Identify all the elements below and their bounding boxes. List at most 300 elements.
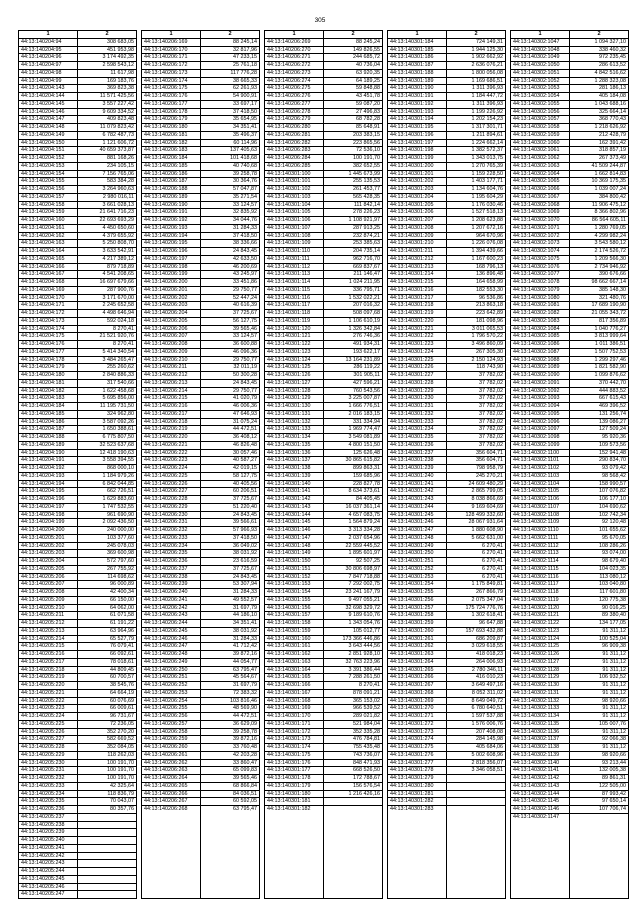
cadastral-number-cell: 44:13:140302:1047 (511, 39, 569, 47)
value-cell: 31 284,33 (201, 636, 259, 644)
cadastral-number-cell: 44:13:140204:184 (19, 403, 77, 411)
cadastral-number-cell: 44:13:140302:1099 (511, 442, 569, 450)
cadastral-number-cell: 44:13:140301:248 (388, 535, 446, 543)
cadastral-number-cell: 44:13:140302:1116 (511, 574, 569, 582)
cadastral-number-cell: 44:13:140301:236 (388, 442, 446, 450)
value-cell: 64 062,00 (78, 605, 136, 613)
cadastral-number-cell: 44:13:140205:229 (19, 752, 77, 760)
cadastral-number-cell: 44:13:140206:209 (142, 349, 200, 357)
cadastral-number-cell: 44:13:140206:202 (142, 295, 200, 303)
value-cell: 91 311,12 (570, 744, 628, 752)
value-cell: 3 813 999,64 (570, 333, 628, 341)
value-cell: 47 646,93 (201, 411, 259, 419)
cadastral-number-cell: 44:13:140301:189 (388, 78, 446, 86)
value-cell: 46 006,36 (201, 403, 259, 411)
value-cell: 2 851 928,10 (324, 651, 382, 659)
cadastral-number-cell: 44:13:140301:179 (265, 783, 323, 791)
value-cell: 1 796 570,22 (447, 333, 505, 341)
value-cell: 102 742,34 (570, 512, 628, 520)
value-cell: 39 565,46 (201, 775, 259, 783)
value-cell: 416 010,23 (447, 674, 505, 682)
value-cell: 175 724 776,76 (447, 605, 505, 613)
value-cell: 1 507 752,53 (570, 349, 628, 357)
id-column (511, 31, 570, 898)
cadastral-number-cell: 44:13:140206:268 (144, 806, 188, 812)
cadastral-number-cell: 44:13:140206:174 (142, 78, 200, 86)
cadastral-number-cell: 44:13:140206:224 (142, 465, 200, 473)
cadastral-number-cell: 44:13:140206:251 (142, 674, 200, 682)
cadastral-number-cell: 44:13:140302:1117 (511, 581, 569, 589)
value-cell: 8 366 802,96 (570, 209, 628, 217)
value-cell: 53 307,94 (201, 581, 259, 589)
cadastral-number-cell: 44:13:140206:238 (142, 574, 200, 582)
value-cell: 848 471,93 (324, 760, 382, 768)
cadastral-number-cell: 44:13:140302:1140 (511, 760, 569, 768)
cadastral-number-cell: 44:13:140301:143 (265, 504, 323, 512)
cadastral-number-cell: 44:13:140301:220 (388, 318, 446, 326)
cadastral-number-cell: 44:13:140301:157 (265, 612, 323, 620)
cadastral-number-cell: 44:13:140206:261 (142, 752, 200, 760)
value-cell: 9 609 334,52 (78, 109, 136, 117)
value-cell: 2 636 076,21 (447, 62, 505, 70)
value-cell: 32 011,19 (201, 364, 259, 372)
cadastral-number-cell: 44:13:140206:233 (142, 535, 200, 543)
value-cell: 1 532 022,21 (324, 295, 382, 303)
cadastral-number-cell: 44:13:140302:1133 (511, 705, 569, 713)
cadastral-number-cell: 44:13:140206:175 (142, 85, 200, 93)
value-cell: 1 216 426,16 (324, 791, 382, 799)
value-cell: 85 648,91 (324, 124, 382, 132)
cadastral-number-cell: 44:13:140302:1121 (511, 612, 569, 620)
cadastral-number-cell: 44:13:140301:258 (388, 612, 446, 620)
cadastral-number-cell: 44:13:140206:201 (142, 287, 200, 295)
value-cell: 68 866,84 (201, 783, 259, 791)
value-cell: 264 006,93 (447, 659, 505, 667)
value-cell: 37 782,02 (447, 403, 505, 411)
cadastral-number-cell: 44:13:140302:1122 (511, 620, 569, 628)
cadastral-number-cell: 44:13:140301:144 (265, 512, 323, 520)
value-cell: 3 557 227,42 (78, 101, 136, 109)
value-cell: 37 782,02 (447, 419, 505, 427)
cadastral-number-cell: 44:13:140206:200 (142, 279, 200, 287)
cadastral-number-cell: 44:13:140301:252 (388, 566, 446, 574)
cadastral-number-cell: 44:13:140301:194 (388, 116, 446, 124)
cadastral-table (18, 30, 629, 899)
cadastral-number-cell: 44:13:140301:246 (388, 519, 446, 527)
value-cell: 66 009,61 (78, 705, 136, 713)
value-cell: 390 676,66 (570, 271, 628, 279)
cadastral-number-cell: 44:13:140204:150 (19, 140, 77, 148)
value-cell: 3 174 492,35 (78, 54, 136, 62)
value-cell: 261 453,77 (324, 186, 382, 194)
id-column-header: 1 (511, 31, 569, 39)
value-cell: 11 617,98 (78, 70, 136, 78)
id-column (265, 31, 324, 898)
cadastral-number-cell: 44:13:140204:99 (19, 78, 77, 86)
cadastral-number-cell: 44:13:140204:159 (19, 209, 77, 217)
cadastral-number-cell: 44:13:140206:217 (142, 411, 200, 419)
value-column (324, 31, 382, 898)
value-cell: 60 206,51 (201, 488, 259, 496)
cadastral-number-cell: 44:13:140206:218 (142, 419, 200, 427)
cadastral-number-cell: 44:13:140205:235 (19, 798, 77, 806)
value-cell: 962 716,70 (324, 256, 382, 264)
cadastral-number-cell: 44:13:140206:254 (142, 698, 200, 706)
value-cell: 39 258,78 (201, 171, 259, 179)
cadastral-number-cell: 44:13:140205:206 (19, 574, 77, 582)
value-cell: 223 865,56 (324, 140, 382, 148)
value-cell: 325 664,14 (570, 109, 628, 117)
value-cell: 40 405,56 (201, 481, 259, 489)
cadastral-number-cell: 44:13:140301:181 (265, 798, 323, 806)
value-cell: 118 836,79 (78, 791, 136, 799)
cadastral-number-cell: 44:13:140204:149 (19, 132, 77, 140)
cadastral-number-cell: 44:13:140302:1072 (511, 233, 569, 241)
value-cell: 46 200,69 (201, 264, 259, 272)
cadastral-number-cell: 44:13:140206:182 (142, 140, 200, 148)
value-cell: 30 364,76 (201, 178, 259, 186)
cadastral-number-cell: 44:13:140301:280 (388, 783, 446, 791)
value-cell: 37 782,02 (447, 372, 505, 380)
cadastral-number-cell: 44:13:140302:1141 (511, 767, 569, 775)
cadastral-number-cell: 44:13:140302:1078 (511, 279, 569, 287)
value-cell: 61 191,22 (78, 620, 136, 628)
value-cell: 336 795,71 (324, 287, 382, 295)
value-cell: 4 299 982,24 (570, 233, 628, 241)
value-cell: 11 195 731,50 (78, 403, 136, 411)
cadastral-number-cell: 44:13:140204:180 (19, 372, 77, 380)
cadastral-number-cell: 44:13:140302:1146 (511, 806, 569, 814)
value-cell: 63 795,47 (233, 806, 257, 812)
value-cell: 44 054,77 (201, 659, 259, 667)
cadastral-number-cell: 44:13:140205:219 (19, 674, 77, 682)
cadastral-number-cell: 44:13:140301:235 (388, 434, 446, 442)
cadastral-number-cell: 44:13:140302:1086 (511, 341, 569, 349)
value-cell: 6 270,41 (447, 550, 505, 558)
cadastral-number-cell: 44:13:140206:197 (142, 256, 200, 264)
cadastral-number-cell: 44:13:140301:142 (265, 496, 323, 504)
value-cell: 42 019,15 (201, 465, 259, 473)
value-cell: 29 750,77 (201, 388, 259, 396)
cadastral-number-cell: 44:13:140301:111 (265, 256, 323, 264)
value-cell: 37 782,02 (447, 434, 505, 442)
value-cell: 91 311,12 (570, 659, 628, 667)
value-cell: 1 195 604,29 (447, 194, 505, 202)
cadastral-number-cell: 44:13:140205:241 (19, 845, 77, 853)
cadastral-number-cell: 44:13:140301:158 (265, 620, 323, 628)
value-cell: 8 634 373,61 (324, 488, 382, 496)
cadastral-number-cell: 44:13:140204:182 (19, 388, 77, 396)
value-cell: 106 177,10 (570, 496, 628, 504)
cadastral-number-cell: 44:13:140302:1063 (511, 163, 569, 171)
cadastral-number-cell: 44:13:140301:148 (265, 543, 323, 551)
value-cell: 37 725,67 (201, 310, 259, 318)
cadastral-number-cell: 44:13:140206:263 (142, 767, 200, 775)
value-cell: 5 002 608,96 (447, 752, 505, 760)
cadastral-number-cell: 44:13:140302:1081 (511, 302, 569, 310)
cadastral-number-cell: 44:13:140206:189 (142, 194, 200, 202)
cadastral-number-cell: 44:13:140301:263 (388, 651, 446, 659)
value-cell: 37 782,02 (447, 442, 505, 450)
value-cell: 8 649 049,72 (447, 698, 505, 706)
value-cell: 1 167 600,23 (447, 256, 505, 264)
value-cell: 317 540,66 (78, 380, 136, 388)
value-cell: 173 366 446,86 (324, 636, 382, 644)
cadastral-number-cell: 44:13:140301:125 (265, 364, 323, 372)
cadastral-number-cell: 44:13:140204:172 (19, 310, 77, 318)
cadastral-number-cell: 44:13:140204:183 (19, 395, 77, 403)
cadastral-number-cell: 44:13:140301:109 (265, 240, 323, 248)
value-cell: 9 189 610,76 (324, 612, 382, 620)
value-cell: 1 224 662,14 (447, 140, 505, 148)
cadastral-number-cell: 44:13:140205:221 (19, 690, 77, 698)
cadastral-number-cell: 44:13:140301:256 (388, 597, 446, 605)
value-cell: 43 245,97 (201, 271, 259, 279)
value-cell: 370 442,70 (570, 380, 628, 388)
value-cell: 245 270,21 (447, 473, 505, 481)
cadastral-number-cell: 44:13:140302:1070 (511, 217, 569, 225)
cadastral-number-cell: 44:13:140301:122 (265, 341, 323, 349)
value-column (570, 31, 628, 898)
cadastral-number-cell: 44:13:140301:128 (265, 388, 323, 396)
value-cell: 39 565,46 (201, 326, 259, 334)
value-cell: 64 189,25 (324, 78, 382, 86)
cadastral-number-cell: 44:13:140301:200 (388, 163, 446, 171)
value-cell (78, 837, 136, 845)
cadastral-number-cell: 44:13:140206:221 (142, 442, 200, 450)
cadastral-number-cell: 44:13:140302:1147 (513, 813, 560, 820)
cadastral-number-cell: 44:13:140301:272 (388, 721, 446, 729)
cadastral-number-cell: 44:13:140204:187 (19, 426, 77, 434)
value-cell: 36 629,09 (201, 721, 259, 729)
cadastral-number-cell: 44:13:140302:1051 (511, 70, 569, 78)
cadastral-number-cell: 44:13:140302:1091 (511, 380, 569, 388)
cadastral-number-cell: 44:13:140301:234 (388, 426, 446, 434)
cadastral-number-cell: 44:13:140206:215 (142, 395, 200, 403)
cadastral-number-cell: 44:13:140206:169 (142, 39, 200, 47)
value-cell: 32 698 329,72 (324, 605, 382, 613)
cadastral-number-cell: 44:13:140205:222 (19, 698, 77, 706)
cadastral-number-cell: 44:13:140301:283 (390, 806, 434, 812)
cadastral-number-cell: 44:13:140204:191 (19, 457, 77, 465)
cadastral-number-cell: 44:13:140206:245 (142, 628, 200, 636)
value-cell: 2 016 183,15 (324, 411, 382, 419)
value-cell: 37 418,50 (201, 233, 259, 241)
cadastral-number-cell: 44:13:140301:156 (265, 605, 323, 613)
value-cell: 1 650 388,61 (78, 426, 136, 434)
cadastral-number-cell: 44:13:140301:224 (388, 349, 446, 357)
cadastral-number-cell: 44:13:140204:167 (19, 271, 77, 279)
value-cell: 2 780 346,11 (447, 667, 505, 675)
cadastral-number-cell: 44:13:140301:273 (388, 729, 446, 737)
cadastral-number-cell: 44:13:140302:1089 (511, 364, 569, 372)
cadastral-number-cell: 44:13:140302:1076 (511, 264, 569, 272)
cadastral-number-cell: 44:13:140205:245 (19, 876, 77, 884)
cadastral-number-cell: 44:13:140301:112 (265, 264, 323, 272)
cadastral-number-cell: 44:13:140204:171 (19, 302, 77, 310)
value-cell: 1 024 211,95 (324, 279, 382, 287)
value-cell: 113 080,12 (570, 574, 628, 582)
cadastral-number-cell: 44:13:140301:253 (388, 574, 446, 582)
cadastral-number-cell: 44:13:140302:1118 (511, 589, 569, 597)
value-cell: 164 658,99 (447, 279, 505, 287)
cadastral-number-cell: 44:13:140302:1119 (511, 597, 569, 605)
value-cell: 37 782,02 (447, 411, 505, 419)
cadastral-number-cell: 44:13:140206:258 (142, 729, 200, 737)
value-cell: 2 734 946,92 (570, 264, 628, 272)
cadastral-number-cell: 44:13:140301:243 (388, 496, 446, 504)
cadastral-number-cell: 44:13:140301:187 (388, 62, 446, 70)
cadastral-number-cell: 44:13:140204:153 (19, 163, 77, 171)
cadastral-number-cell: 44:13:140206:186 (142, 171, 200, 179)
value-cell: 33 451,86 (201, 279, 259, 287)
cadastral-number-cell: 44:13:140206:235 (142, 550, 200, 558)
cadastral-number-cell: 44:13:140301:139 (265, 473, 323, 481)
value-cell: 1 040 776,27 (570, 326, 628, 334)
value-cell: 1 666 776,51 (324, 403, 382, 411)
value-cell: 1 039 007,24 (570, 186, 628, 194)
value-cell: 30 806 698,97 (324, 566, 382, 574)
cadastral-number-cell: 44:13:140301:192 (388, 101, 446, 109)
value-cell: 204 735,14 (324, 248, 382, 256)
cadastral-number-cell: 44:13:140301:223 (388, 341, 446, 349)
value-cell: 91 311,12 (570, 682, 628, 690)
cadastral-number-cell: 44:13:140301:277 (388, 760, 446, 768)
cadastral-number-cell: 44:13:140206:267 (142, 798, 200, 806)
value-cell: 68 782,28 (324, 116, 382, 124)
value-cell: 1 311 396,93 (447, 85, 505, 93)
value-cell: 24 843,45 (201, 512, 259, 520)
value-cell (78, 853, 136, 861)
value-cell: 3 633 542,91 (78, 248, 136, 256)
value-cell: 1 209 566,30 (570, 256, 628, 264)
value-cell: 21 521 920,76 (78, 333, 136, 341)
value-cell (78, 876, 136, 884)
cadastral-number-cell: 44:13:140301:191 (388, 93, 446, 101)
cadastral-number-cell: 44:13:140206:284 (265, 155, 323, 163)
value-cell: 255 135,53 (324, 178, 382, 186)
cadastral-number-cell: 44:13:140302:1054 (511, 93, 569, 101)
value-cell: 157 693 432,88 (447, 628, 505, 636)
value-cell: 228 827,78 (324, 481, 382, 489)
cadastral-number-cell: 44:13:140204:147 (19, 116, 77, 124)
value-cell: 356 604,71 (447, 450, 505, 458)
value-cell: 65 527,79 (78, 636, 136, 644)
value-cell: 39 258,78 (201, 729, 259, 737)
cadastral-number-cell: 44:13:140301:172 (265, 729, 323, 737)
value-cell: 879 718,89 (78, 264, 136, 272)
value-cell: 40 736,04 (324, 62, 382, 70)
cadastral-number-cell: 44:13:140301:222 (388, 333, 446, 341)
cadastral-number-cell: 44:13:140204:199 (19, 519, 77, 527)
value-cell: 1 576 006,76 (447, 721, 505, 729)
value-cell: 267 373,49 (570, 155, 628, 163)
cadastral-number-cell: 44:13:140206:274 (265, 78, 323, 86)
cadastral-number-cell: 44:13:140206:184 (142, 155, 200, 163)
cadastral-number-cell: 44:13:140302:1048 (511, 47, 569, 55)
table-block-1 (18, 30, 137, 899)
value-cell (324, 806, 382, 813)
value-cell: 8 270,41 (78, 326, 136, 334)
cadastral-number-cell: 44:13:140206:280 (265, 124, 323, 132)
cadastral-number-cell: 44:13:140302:1092 (511, 388, 569, 396)
value-cell: 1 527 518,13 (447, 209, 505, 217)
cadastral-number-cell: 44:13:140204:160 (19, 217, 77, 225)
value-cell: 1 880 608,90 (447, 527, 505, 535)
cadastral-number-cell: 44:13:140206:211 (142, 364, 200, 372)
cadastral-number-cell: 44:13:140206:248 (142, 651, 200, 659)
cadastral-number-cell: 44:13:140301:104 (265, 202, 323, 210)
cadastral-number-cell: 44:13:140205:210 (19, 605, 77, 613)
cadastral-number-cell: 44:13:140301:267 (388, 682, 446, 690)
cadastral-number-cell: 44:13:140206:183 (142, 147, 200, 155)
cadastral-number-cell: 44:13:140206:260 (142, 744, 200, 752)
value-cell: 44 472,51 (201, 426, 259, 434)
cadastral-number-cell: 44:13:140204:178 (19, 357, 77, 365)
cadastral-number-cell: 44:13:140204:195 (19, 488, 77, 496)
cadastral-number-cell: 44:13:140302:1111 (511, 535, 569, 543)
cadastral-number-cell: 44:13:140205:205 (19, 566, 77, 574)
value-cell: 817 356,89 (570, 318, 628, 326)
cadastral-number-cell: 44:13:140301:231 (388, 403, 446, 411)
value-cell: 29 750,77 (201, 287, 259, 295)
cadastral-number-cell: 44:13:140301:130 (265, 403, 323, 411)
value-cell: 724 149,31 (447, 39, 505, 47)
value-cell: 2 037 654,96 (324, 535, 382, 543)
value-cell: 117 601,80 (570, 589, 628, 597)
value-cell: 2 840 886,33 (78, 372, 136, 380)
cadastral-number-cell: 44:13:140301:268 (388, 690, 446, 698)
value-cell: 868 000,10 (78, 465, 136, 473)
cadastral-number-cell: 44:13:140301:135 (265, 442, 323, 450)
value-cell: 1 270 765,39 (447, 163, 505, 171)
cadastral-number-cell: 44:13:140204:190 (19, 450, 77, 458)
value-cell: 56 127,75 (201, 318, 259, 326)
value-cell: 203 383,15 (324, 132, 382, 140)
cadastral-number-cell: 44:13:140302:1088 (511, 357, 569, 365)
cadastral-number-cell: 44:13:140302:1128 (511, 667, 569, 675)
value-cell: 66 150,00 (78, 597, 136, 605)
cadastral-number-cell: 44:13:140301:114 (265, 279, 323, 287)
value-cell: 34 351,41 (201, 124, 259, 132)
value-cell: 36 408,12 (201, 434, 259, 442)
cadastral-number-cell: 44:13:140205:214 (19, 636, 77, 644)
value-cell: 91 311,12 (570, 705, 628, 713)
value-cell: 8 038 866,69 (447, 496, 505, 504)
value-cell: 1 218 626,92 (570, 124, 628, 132)
value-cell (447, 806, 505, 813)
cadastral-number-cell: 44:13:140204:156 (19, 186, 77, 194)
value-cell: 136 896,48 (447, 271, 505, 279)
value-cell: 289 021,82 (324, 713, 382, 721)
value-cell: 168 796,13 (447, 264, 505, 272)
cadastral-number-cell: 44:13:140301:247 (388, 527, 446, 535)
cadastral-number-cell: 44:13:140205:234 (19, 791, 77, 799)
cadastral-number-cell: 44:13:140301:264 (388, 659, 446, 667)
cadastral-number-cell: 44:13:140206:208 (142, 341, 200, 349)
cadastral-number-cell: 44:13:140301:276 (388, 752, 446, 760)
cadastral-number-cell: 44:13:140301:118 (265, 310, 323, 318)
value-cell: 1 121 606,72 (78, 140, 136, 148)
value-cell: 662 726,51 (78, 488, 136, 496)
value-cell: 7 847 718,88 (324, 574, 382, 582)
cadastral-number-cell: 44:13:140206:232 (142, 527, 200, 535)
value-cell: 4 450 650,60 (78, 225, 136, 233)
value-cell: 91 311,12 (570, 729, 628, 737)
cadastral-number-cell: 44:13:140301:152 (265, 574, 323, 582)
cadastral-number-cell: 44:13:140205:209 (19, 597, 77, 605)
cadastral-number-cell: 44:13:140302:1073 (511, 240, 569, 248)
